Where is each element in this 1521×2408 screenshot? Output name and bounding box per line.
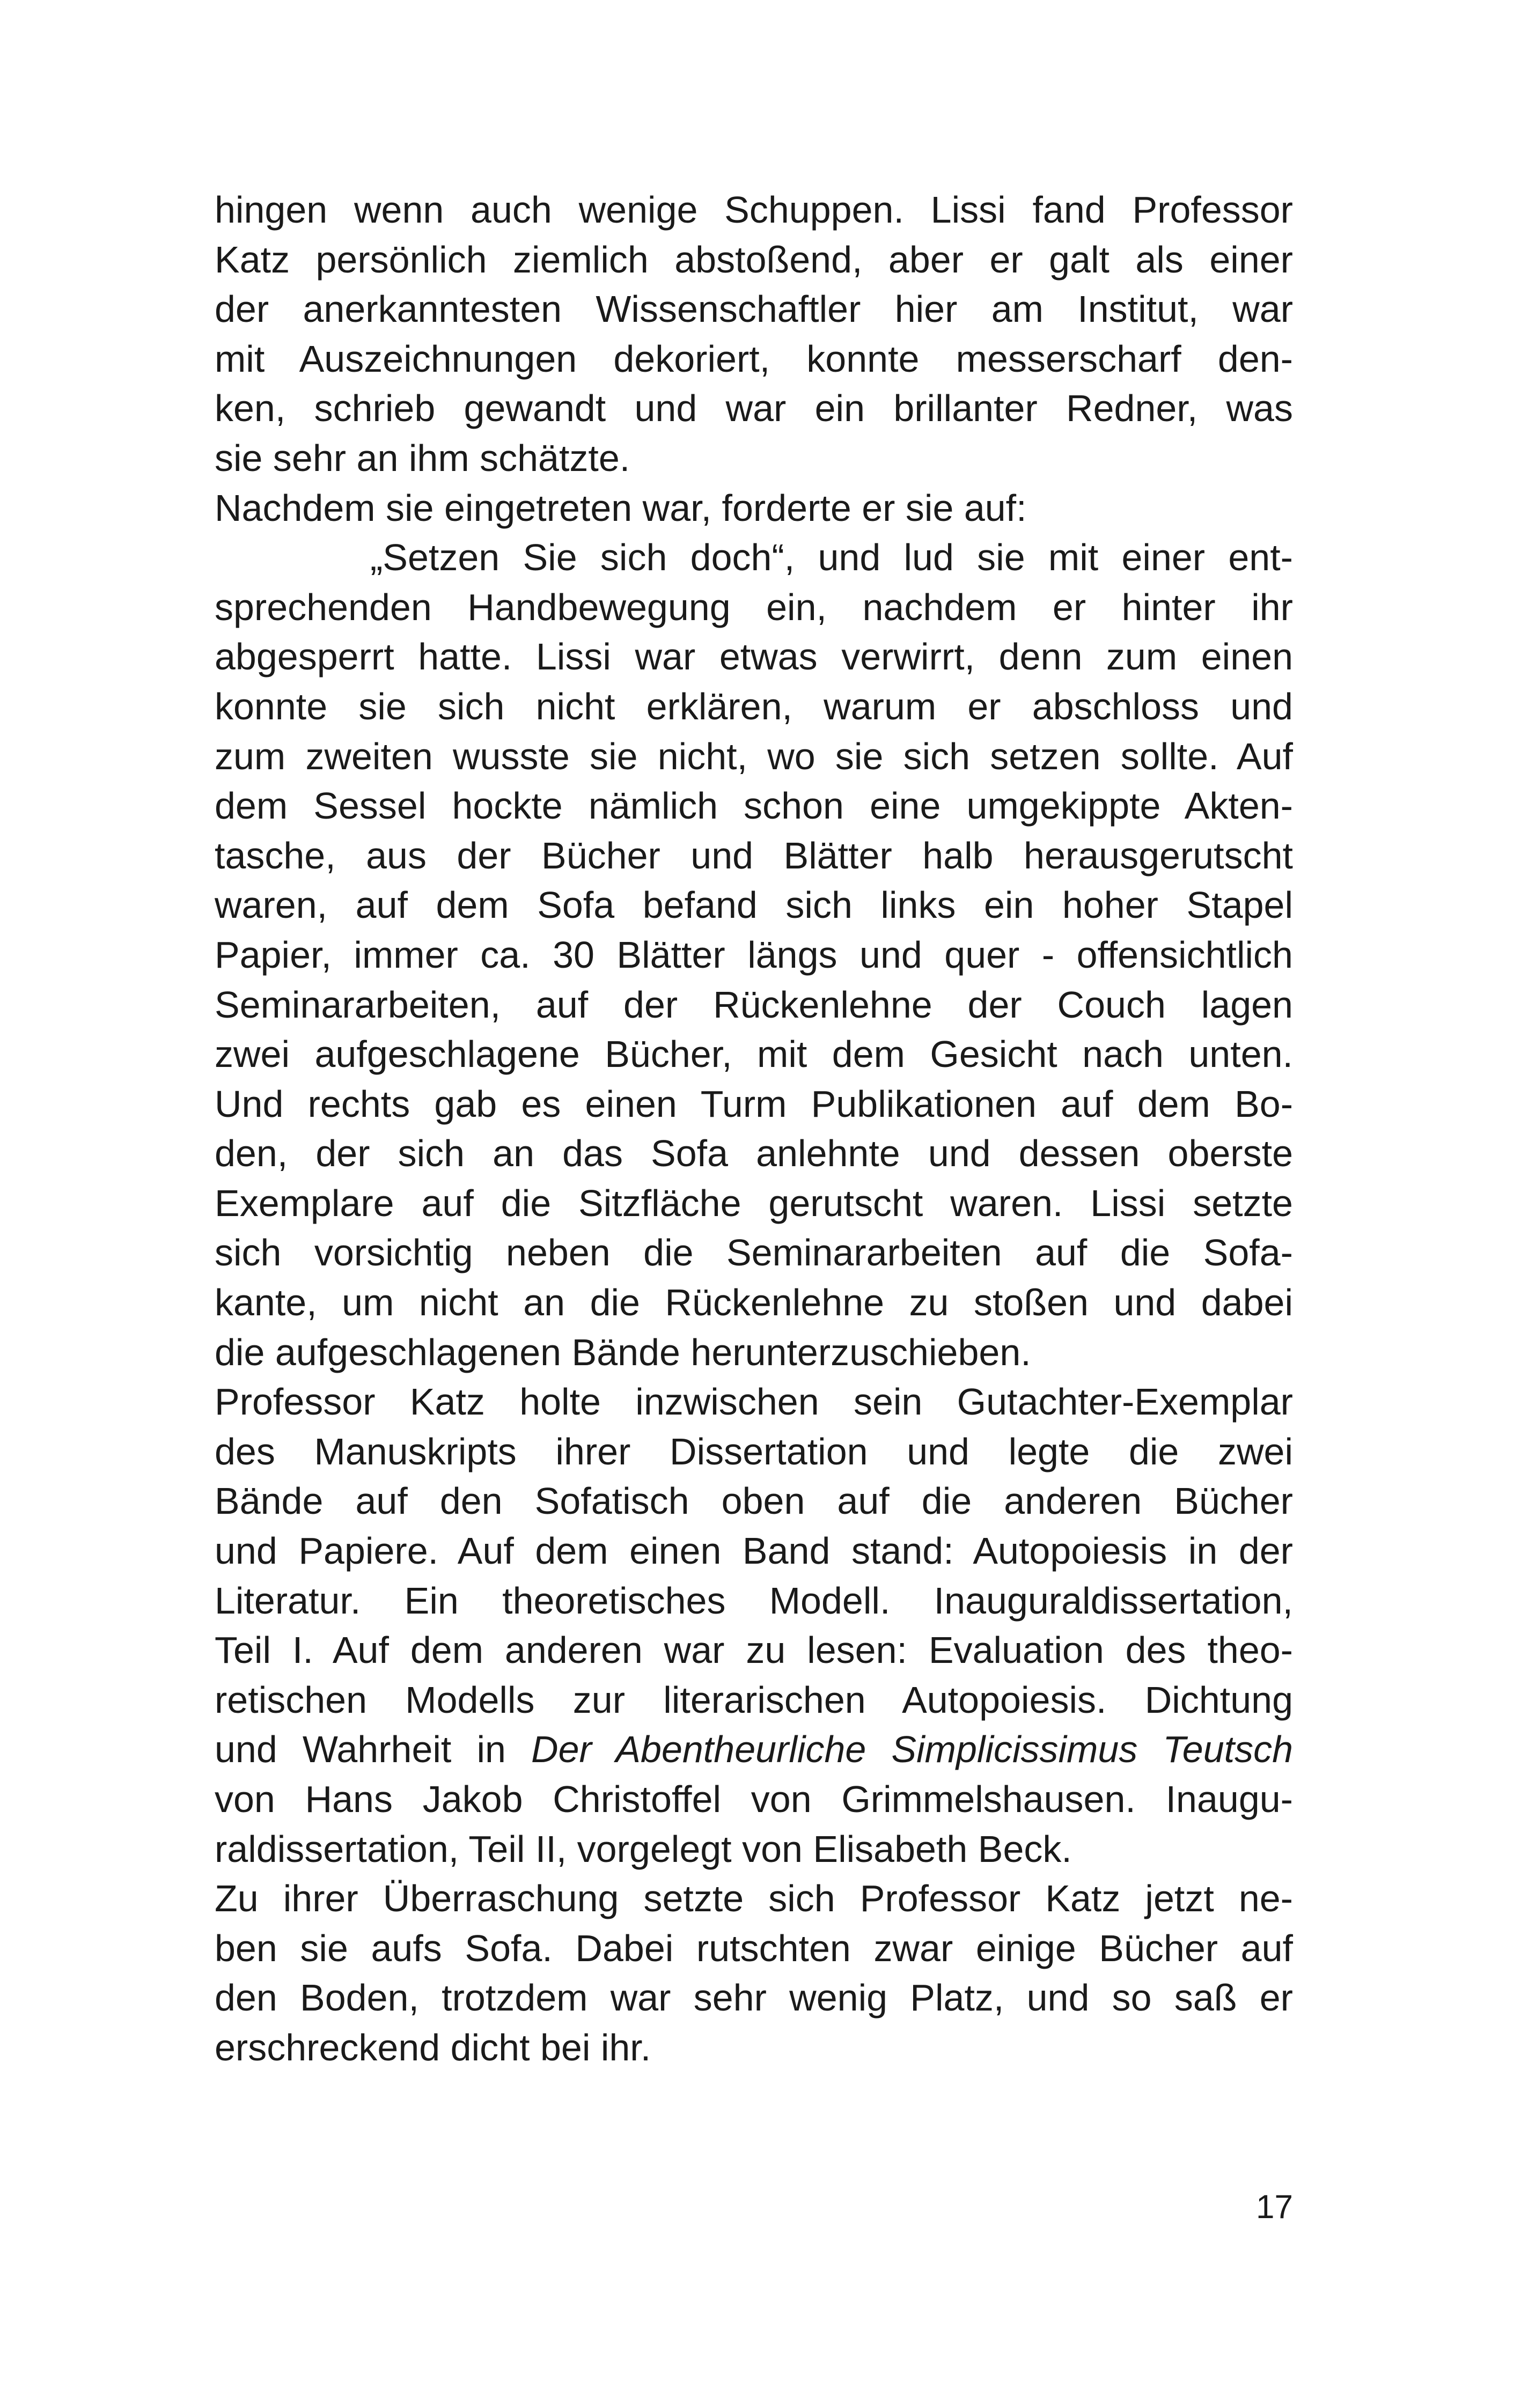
text-line: Nachdem sie eingetreten war, forderte er sie auf: bbox=[215, 487, 1027, 529]
text-line: den Boden, trotzdem war sehr wenig Platz, und so saß er bbox=[215, 1977, 1293, 2019]
text-line: die aufgeschlagenen Bände herunterzuschieben. bbox=[215, 1331, 1031, 1373]
text-line: Und rechts gab es einen Turm Publikationen auf dem Bo- bbox=[215, 1083, 1293, 1125]
text-line: hingen wenn auch wenige Schuppen. Lissi fand Professor bbox=[215, 189, 1293, 231]
text-line: Zu ihrer Überraschung setzte sich Professor Katz jetzt ne- bbox=[215, 1877, 1293, 1920]
text-line: der anerkanntesten Wissenschaftler hier am Institut, war bbox=[215, 288, 1293, 330]
text-line: abgesperrt hatte. Lissi war etwas verwirrt, denn zum einen bbox=[215, 636, 1293, 678]
text-line-with-title bbox=[215, 1725, 1293, 1774]
text-line: Seminararbeiten, auf der Rückenlehne der Couch lagen bbox=[215, 983, 1293, 1026]
body-text bbox=[215, 185, 1293, 2073]
text-line: Teil I. Auf dem anderen war zu lesen: Evaluation des theo- bbox=[215, 1629, 1293, 1671]
text-line: des Manuskripts ihrer Dissertation und legte die zwei bbox=[215, 1430, 1293, 1472]
text-line: kante, um nicht an die Rückenlehne zu stoßen und dabei bbox=[215, 1282, 1293, 1324]
text-line: tasche, aus der Bücher und Blätter halb herausgerutscht bbox=[215, 834, 1293, 877]
text-line: mit Auszeichnungen dekoriert, konnte messerscharf den- bbox=[215, 337, 1293, 380]
text-line: den, der sich an das Sofa anlehnte und dessen oberste bbox=[215, 1132, 1293, 1175]
text-line: konnte sie sich nicht erklären, warum er abschloss und bbox=[215, 685, 1293, 727]
text-line: zwei aufgeschlagene Bücher, mit dem Gesicht nach unten. bbox=[215, 1033, 1293, 1076]
text-line: und Papiere. Auf dem einen Band stand: Autopoiesis in der bbox=[215, 1530, 1293, 1572]
book-title: Der Abentheurliche Simplicissimus Teutsch bbox=[531, 1728, 1294, 1771]
text-line: sprechenden Handbewegung ein, nachdem er hinter ihr bbox=[215, 586, 1293, 628]
text-line: Bände auf den Sofatisch oben auf die anderen Bücher bbox=[215, 1480, 1293, 1522]
text-line: „Setzen Sie sich doch“, und lud sie mit einer ent- bbox=[370, 536, 1293, 579]
text-line: dem Sessel hockte nämlich schon eine umgekippte Akten- bbox=[215, 785, 1293, 827]
text-line: Exemplare auf die Sitzfläche gerutscht waren. Lissi setzte bbox=[215, 1182, 1293, 1224]
text-line: Papier, immer ca. 30 Blätter längs und quer - offensichtlich bbox=[215, 933, 1293, 976]
text-line: ken, schrieb gewandt und war ein brillanter Redner, was bbox=[215, 387, 1293, 430]
text-line: retischen Modells zur literarischen Autopoiesis. Dichtung bbox=[215, 1678, 1293, 1721]
text-segment: und Wahrheit in bbox=[215, 1728, 532, 1771]
text-line: raldissertation, Teil II, vorgelegt von Elisabeth Beck. bbox=[215, 1828, 1072, 1870]
text-line: Katz persönlich ziemlich abstoßend, aber er galt als einer bbox=[215, 238, 1293, 281]
page-number: 17 bbox=[1256, 2189, 1293, 2226]
text-line: erschreckend dicht bei ihr. bbox=[215, 2026, 651, 2068]
text-line: Professor Katz holte inzwischen sein Gutachter-Exemplar bbox=[215, 1381, 1293, 1423]
text-line: von Hans Jakob Christoffel von Grimmelshausen. Inaugu- bbox=[215, 1778, 1293, 1820]
text-line: ben sie aufs Sofa. Dabei rutschten zwar einige Bücher auf bbox=[215, 1927, 1293, 1969]
text-line: zum zweiten wusste sie nicht, wo sie sich setzen sollte. Auf bbox=[215, 735, 1293, 777]
text-line: Literatur. Ein theoretisches Modell. Inauguraldissertation, bbox=[215, 1579, 1293, 1622]
text-line: sich vorsichtig neben die Seminararbeiten auf die Sofa- bbox=[215, 1232, 1293, 1274]
text-line: sie sehr an ihm schätzte. bbox=[215, 437, 630, 479]
text-line: waren, auf dem Sofa befand sich links ein hoher Stapel bbox=[215, 884, 1293, 926]
